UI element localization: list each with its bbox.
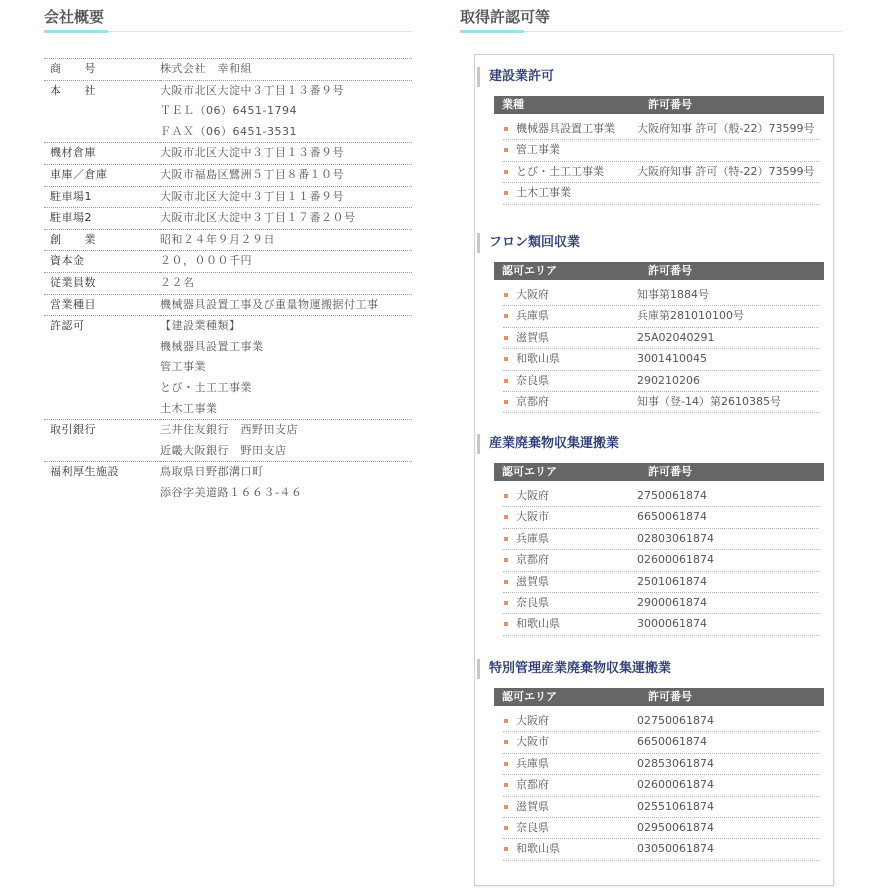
license-row <box>503 328 819 349</box>
overview-value <box>160 420 412 462</box>
license-row <box>503 614 819 635</box>
license-area: 兵庫県 <box>516 756 549 770</box>
license-area: 土木工事業 <box>516 186 571 200</box>
license-area: とび・土工工事業 <box>516 164 604 178</box>
license-row <box>503 306 819 327</box>
square-bullet-icon <box>504 148 508 152</box>
license-number: 6650061874 <box>637 735 707 749</box>
license-area: 機械器具設置工事業 <box>516 122 615 135</box>
header-col-area: 認可エリア <box>502 465 557 478</box>
square-bullet-icon <box>504 170 508 174</box>
header-col-area: 認可エリア <box>502 690 557 703</box>
licenses-box <box>474 54 834 886</box>
license-row <box>503 572 819 593</box>
license-number: 3001410045 <box>637 352 707 366</box>
square-bullet-icon <box>504 847 508 851</box>
header-col-number: 許可番号 <box>648 98 692 111</box>
overview-row <box>44 143 412 165</box>
overview-label <box>44 462 160 504</box>
overview-row <box>44 80 412 143</box>
overview-value-line: ２０，０００千円 <box>160 254 252 268</box>
licenses-title: 取得許認可等 <box>460 8 551 26</box>
license-rows <box>503 711 819 861</box>
overview-row <box>44 251 412 273</box>
special-industrial-waste-section <box>475 659 833 861</box>
license-rows <box>503 285 819 413</box>
license-row <box>503 711 819 732</box>
header-col-area: 認可エリア <box>502 264 557 277</box>
construction-license-title: 建設業許可 <box>477 67 833 87</box>
square-bullet-icon <box>504 783 508 787</box>
overview-value-line: 大阪市北区大淀中３丁目１３番９号 <box>160 146 344 160</box>
overview-value <box>160 186 412 208</box>
overview-label <box>44 59 160 81</box>
overview-label-text: 取引銀行 <box>50 423 96 437</box>
license-row <box>503 162 819 183</box>
license-row <box>503 732 819 753</box>
license-area: 大阪市 <box>516 510 549 524</box>
construction-license-section <box>475 67 833 205</box>
overview-label <box>44 316 160 420</box>
license-row <box>503 754 819 775</box>
square-bullet-icon <box>504 127 508 131</box>
header-col-number: 許可番号 <box>648 690 692 703</box>
license-row <box>503 486 819 507</box>
license-number: 2750061874 <box>637 489 707 502</box>
overview-label-text: 機材倉庫 <box>50 146 96 160</box>
header-col-number: 許可番号 <box>648 264 692 277</box>
license-number: 02750061874 <box>637 714 714 727</box>
overview-label-text: 車庫／倉庫 <box>50 167 108 181</box>
license-number: 03050061874 <box>637 842 714 856</box>
overview-value <box>160 294 412 316</box>
overview-label-text: 商 号 <box>50 62 96 75</box>
overview-label-text: 許認可 <box>50 319 85 333</box>
header-col-number: 許可番号 <box>648 465 692 478</box>
license-number: 02803061874 <box>637 531 714 545</box>
license-area: 管工事業 <box>516 143 560 157</box>
square-bullet-icon <box>504 601 508 605</box>
license-area: 大阪府 <box>516 714 549 727</box>
overview-value-line: 鳥取県日野郡溝口町 <box>160 465 264 479</box>
square-bullet-icon <box>504 379 508 383</box>
square-bullet-icon <box>504 580 508 584</box>
license-row <box>503 593 819 614</box>
license-number: 知事第1884号 <box>637 288 709 301</box>
license-number: 知事（登-14）第2610385号 <box>637 394 781 408</box>
license-area: 滋賀県 <box>516 799 549 813</box>
freon-recovery-section <box>475 233 833 413</box>
license-area: 京都府 <box>516 553 549 567</box>
overview-label <box>44 251 160 273</box>
license-table-header <box>494 688 824 706</box>
license-number: 02950061874 <box>637 820 714 834</box>
license-rows <box>503 119 819 205</box>
license-row <box>503 529 819 550</box>
overview-label <box>44 272 160 294</box>
license-number: 6650061874 <box>637 510 707 524</box>
overview-value-line: 添谷字美道路１６６３-４６ <box>160 485 303 499</box>
license-area: 奈良県 <box>516 595 549 609</box>
overview-value-line: 大阪市北区大淀中３丁目１７番２０号 <box>160 211 356 225</box>
square-bullet-icon <box>504 357 508 361</box>
license-number: 3000061874 <box>637 617 707 631</box>
overview-row <box>44 294 412 316</box>
overview-value-line: ＦＡＸ（06）6451-3531 <box>160 124 297 138</box>
overview-row <box>44 462 412 504</box>
license-number: 02551061874 <box>637 799 714 813</box>
license-number: 290210206 <box>637 373 700 387</box>
overview-value-line: 大阪市福島区鷺洲５丁目８番１０号 <box>160 167 344 181</box>
license-area: 和歌山県 <box>516 842 560 856</box>
overview-label <box>44 229 160 251</box>
square-bullet-icon <box>504 805 508 809</box>
overview-value-line: 大阪市北区大淀中３丁目１１番９号 <box>160 189 344 203</box>
license-number: 02853061874 <box>637 756 714 770</box>
license-row <box>503 285 819 306</box>
square-bullet-icon <box>504 762 508 766</box>
overview-label-text: 創 業 <box>50 232 96 246</box>
license-area: 大阪府 <box>516 288 549 301</box>
overview-value-line: 近畿大阪銀行 野田支店 <box>160 443 287 457</box>
company-overview-table <box>44 58 412 503</box>
license-table-header <box>494 96 824 114</box>
overview-label <box>44 208 160 230</box>
overview-value-line: 大阪市北区大淀中３丁目１３番９号 <box>160 83 344 97</box>
square-bullet-icon <box>504 622 508 626</box>
overview-label <box>44 80 160 143</box>
license-row <box>503 371 819 392</box>
special-industrial-waste-title: 特別管理産業廃棄物収集運搬業 <box>477 659 833 679</box>
overview-value-line: 【建設業種類】 <box>160 319 241 333</box>
overview-row <box>44 208 412 230</box>
license-table-header <box>494 463 824 481</box>
license-row <box>503 550 819 571</box>
overview-row <box>44 164 412 186</box>
license-area: 兵庫県 <box>516 309 549 323</box>
license-row <box>503 392 819 413</box>
overview-value <box>160 164 412 186</box>
license-area: 和歌山県 <box>516 617 560 631</box>
license-area: 京都府 <box>516 394 549 408</box>
company-overview-rule <box>44 30 412 34</box>
overview-value <box>160 208 412 230</box>
overview-label-text: 営業種目 <box>50 297 96 311</box>
license-area: 大阪市 <box>516 735 549 749</box>
overview-value <box>160 316 412 420</box>
overview-value <box>160 80 412 143</box>
overview-value-line: 株式会社 幸和組 <box>160 62 252 75</box>
overview-label-text: 駐車場1 <box>50 189 92 203</box>
overview-label <box>44 164 160 186</box>
license-row <box>503 349 819 370</box>
overview-value <box>160 272 412 294</box>
square-bullet-icon <box>504 293 508 297</box>
overview-value-line: 機械器具設置工事及び重量物運搬据付工事 <box>160 297 379 311</box>
license-row <box>503 818 819 839</box>
overview-row <box>44 59 412 81</box>
license-number: 兵庫第281010100号 <box>637 309 744 323</box>
square-bullet-icon <box>504 191 508 195</box>
square-bullet-icon <box>504 494 508 498</box>
overview-label-text: 資本金 <box>50 254 85 268</box>
company-overview-section <box>44 0 412 503</box>
industrial-waste-title: 産業廃棄物収集運搬業 <box>477 434 833 454</box>
header-col-area: 業種 <box>502 98 524 111</box>
freon-recovery-title: フロン類回収業 <box>477 233 833 253</box>
overview-value-line: 昭和２４年９月２９日 <box>160 232 275 246</box>
license-number: 大阪府知事 許可（特-22）73599号 <box>637 164 815 178</box>
square-bullet-icon <box>504 314 508 318</box>
license-row <box>503 183 819 204</box>
square-bullet-icon <box>504 826 508 830</box>
overview-value <box>160 59 412 81</box>
overview-row <box>44 186 412 208</box>
license-row <box>503 797 819 818</box>
license-area: 和歌山県 <box>516 352 560 366</box>
overview-value <box>160 229 412 251</box>
license-area: 兵庫県 <box>516 531 549 545</box>
license-number: 大阪府知事 許可（般-22）73599号 <box>637 122 815 135</box>
license-number: 02600061874 <box>637 778 714 792</box>
overview-value <box>160 143 412 165</box>
overview-row <box>44 229 412 251</box>
overview-value <box>160 462 412 504</box>
square-bullet-icon <box>504 537 508 541</box>
overview-value-line: 管工事業 <box>160 360 206 374</box>
square-bullet-icon <box>504 558 508 562</box>
overview-label <box>44 420 160 462</box>
license-area: 大阪府 <box>516 489 549 502</box>
license-row <box>503 140 819 161</box>
license-area: 奈良県 <box>516 820 549 834</box>
overview-label-text: 駐車場2 <box>50 211 92 225</box>
license-row <box>503 119 819 140</box>
overview-label-text: 本 社 <box>50 83 96 97</box>
license-table-header <box>494 262 824 280</box>
license-row <box>503 839 819 860</box>
license-row <box>503 507 819 528</box>
overview-label-text: 従業員数 <box>50 275 96 289</box>
overview-label-text: 福利厚生施設 <box>50 465 119 479</box>
overview-value-line: 機械器具設置工事業 <box>160 339 264 353</box>
square-bullet-icon <box>504 336 508 340</box>
license-area: 京都府 <box>516 778 549 792</box>
square-bullet-icon <box>504 740 508 744</box>
industrial-waste-section <box>475 434 833 636</box>
square-bullet-icon <box>504 400 508 404</box>
license-number: 02600061874 <box>637 553 714 567</box>
license-area: 滋賀県 <box>516 330 549 344</box>
license-row <box>503 775 819 796</box>
overview-label <box>44 294 160 316</box>
overview-value-line: 三井住友銀行 西野田支店 <box>160 423 298 437</box>
license-area: 滋賀県 <box>516 574 549 588</box>
company-overview-title: 会社概要 <box>44 8 105 26</box>
overview-value-line: ２２名 <box>160 275 195 289</box>
license-area: 奈良県 <box>516 373 549 387</box>
overview-value-line: ＴＥＬ（06）6451-1794 <box>160 104 297 118</box>
overview-row <box>44 272 412 294</box>
license-number: 2501061874 <box>637 574 707 588</box>
overview-row <box>44 420 412 462</box>
overview-value-line: 土木工事業 <box>160 401 218 415</box>
license-rows <box>503 486 819 636</box>
square-bullet-icon <box>504 719 508 723</box>
licenses-section <box>460 0 842 34</box>
licenses-rule <box>460 30 842 34</box>
license-number: 2900061874 <box>637 595 707 609</box>
overview-row <box>44 316 412 420</box>
overview-value <box>160 251 412 273</box>
overview-label <box>44 143 160 165</box>
license-number: 25A02040291 <box>637 330 715 344</box>
overview-label <box>44 186 160 208</box>
square-bullet-icon <box>504 515 508 519</box>
overview-value-line: とび・土工工事業 <box>160 380 252 394</box>
